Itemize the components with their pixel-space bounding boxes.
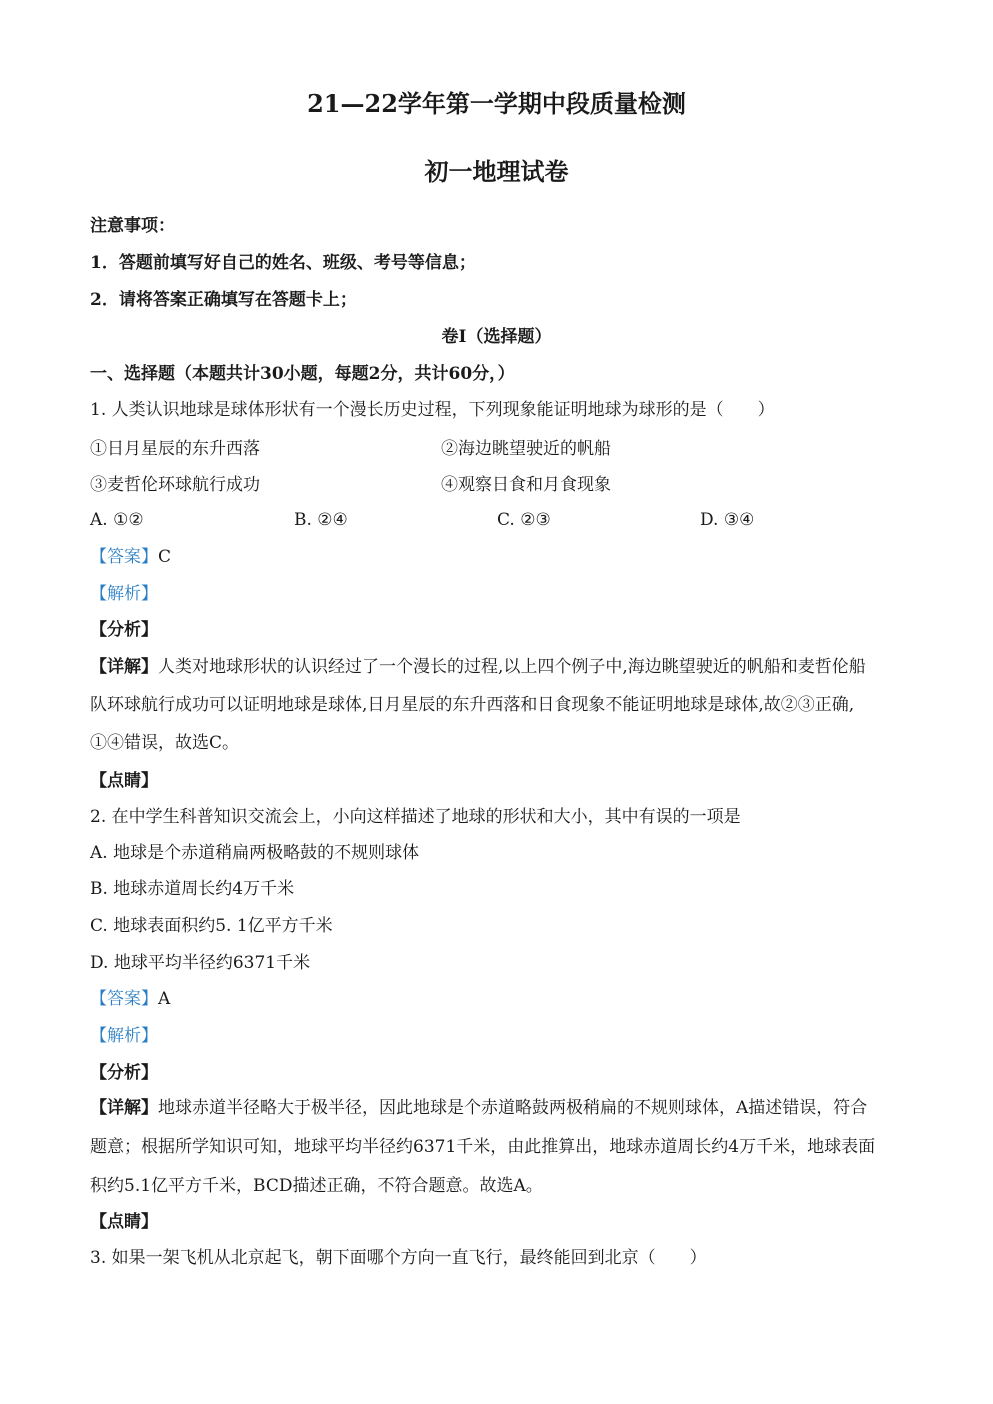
q1-answer-value: C [158, 547, 172, 567]
page-subtitle: 初一地理试卷 [424, 157, 569, 186]
q2-fenxi-tag: 【分析】 [90, 1063, 158, 1083]
q2-stem: 2. 在中学生科普知识交流会上，小向这样描述了地球的形状和大小，其中有误的一项是 [90, 807, 741, 827]
q1-option-d: D. ③④ [700, 510, 755, 530]
q1-stem: 1. 人类认识地球是球体形状有一个漫长历史过程，下列现象能证明地球为球形的是（ ） [90, 400, 775, 420]
q2-option-d: D. 地球平均半径约6371千米 [90, 953, 311, 973]
q2-option-b: B. 地球赤道周长约4万千米 [90, 879, 295, 899]
q1-detail-text-1: 人类对地球形状的认识经过了一个漫长的过程,以上四个例子中,海边眺望驶近的帆船和麦哲伦船 [158, 657, 866, 677]
part-heading: 一、选择题（本题共计30小题，每题2分，共计60分，） [90, 364, 515, 384]
q2-detail-text-1: 地球赤道半径略大于极半径，因此地球是个赤道略鼓两极稍扁的不规则球体，A描述错误，符合 [158, 1098, 868, 1118]
q2-answer [90, 987, 170, 1011]
q2-analysis-tag: 【解析】 [90, 1026, 158, 1046]
notice-heading: 注意事项： [90, 216, 175, 236]
q1-detail-line-1 [90, 655, 866, 679]
q1-statement-1: ①日月星辰的东升西落 [90, 439, 260, 459]
q1-fenxi-tag: 【分析】 [90, 620, 158, 640]
detail-tag: 【详解】 [90, 1098, 158, 1118]
q2-detail-line-3: 积约5.1亿平方千米，BCD描述正确，不符合题意。故选A。 [90, 1176, 543, 1196]
q1-detail-line-2: 队环球航行成功可以证明地球是球体,日月星辰的东升西落和日食现象不能证明地球是球体,故②③正确, [90, 695, 855, 715]
q1-option-b: B. ②④ [294, 510, 348, 530]
answer-tag: 【答案】 [90, 547, 158, 567]
q1-statement-2: ②海边眺望驶近的帆船 [441, 439, 611, 459]
q2-detail-line-1 [90, 1096, 867, 1120]
q2-dianjing-tag: 【点睛】 [90, 1212, 158, 1232]
notice-item-1: 1．答题前填写好自己的姓名、班级、考号等信息； [90, 253, 476, 273]
notice-item-2: 2．请将答案正确填写在答题卡上； [90, 290, 357, 310]
q1-statement-4: ④观察日食和月食现象 [441, 475, 611, 495]
q1-option-c: C. ②③ [497, 510, 551, 530]
q3-stem: 3. 如果一架飞机从北京起飞，朝下面哪个方向一直飞行，最终能回到北京（ ） [90, 1248, 707, 1268]
q2-answer-value: A [158, 989, 171, 1009]
detail-tag: 【详解】 [90, 657, 158, 677]
answer-tag: 【答案】 [90, 989, 158, 1009]
q2-option-c: C. 地球表面积约5. 1亿平方千米 [90, 916, 333, 936]
q1-answer [90, 545, 171, 569]
q1-detail-line-3: ①④错误，故选C。 [90, 733, 240, 753]
q1-dianjing-tag: 【点睛】 [90, 771, 158, 791]
page-title: 21—22学年第一学期中段质量检测 [307, 89, 686, 118]
q1-analysis-tag: 【解析】 [90, 584, 158, 604]
q1-statement-3: ③麦哲伦环球航行成功 [90, 475, 260, 495]
q2-detail-line-2: 题意；根据所学知识可知，地球平均半径约6371千米，由此推算出，地球赤道周长约4万千米，地球表面 [90, 1137, 876, 1157]
volume-heading: 卷I（选择题） [441, 327, 552, 347]
q2-option-a: A. 地球是个赤道稍扁两极略鼓的不规则球体 [90, 843, 420, 863]
q1-option-a: A. ①② [90, 510, 144, 530]
